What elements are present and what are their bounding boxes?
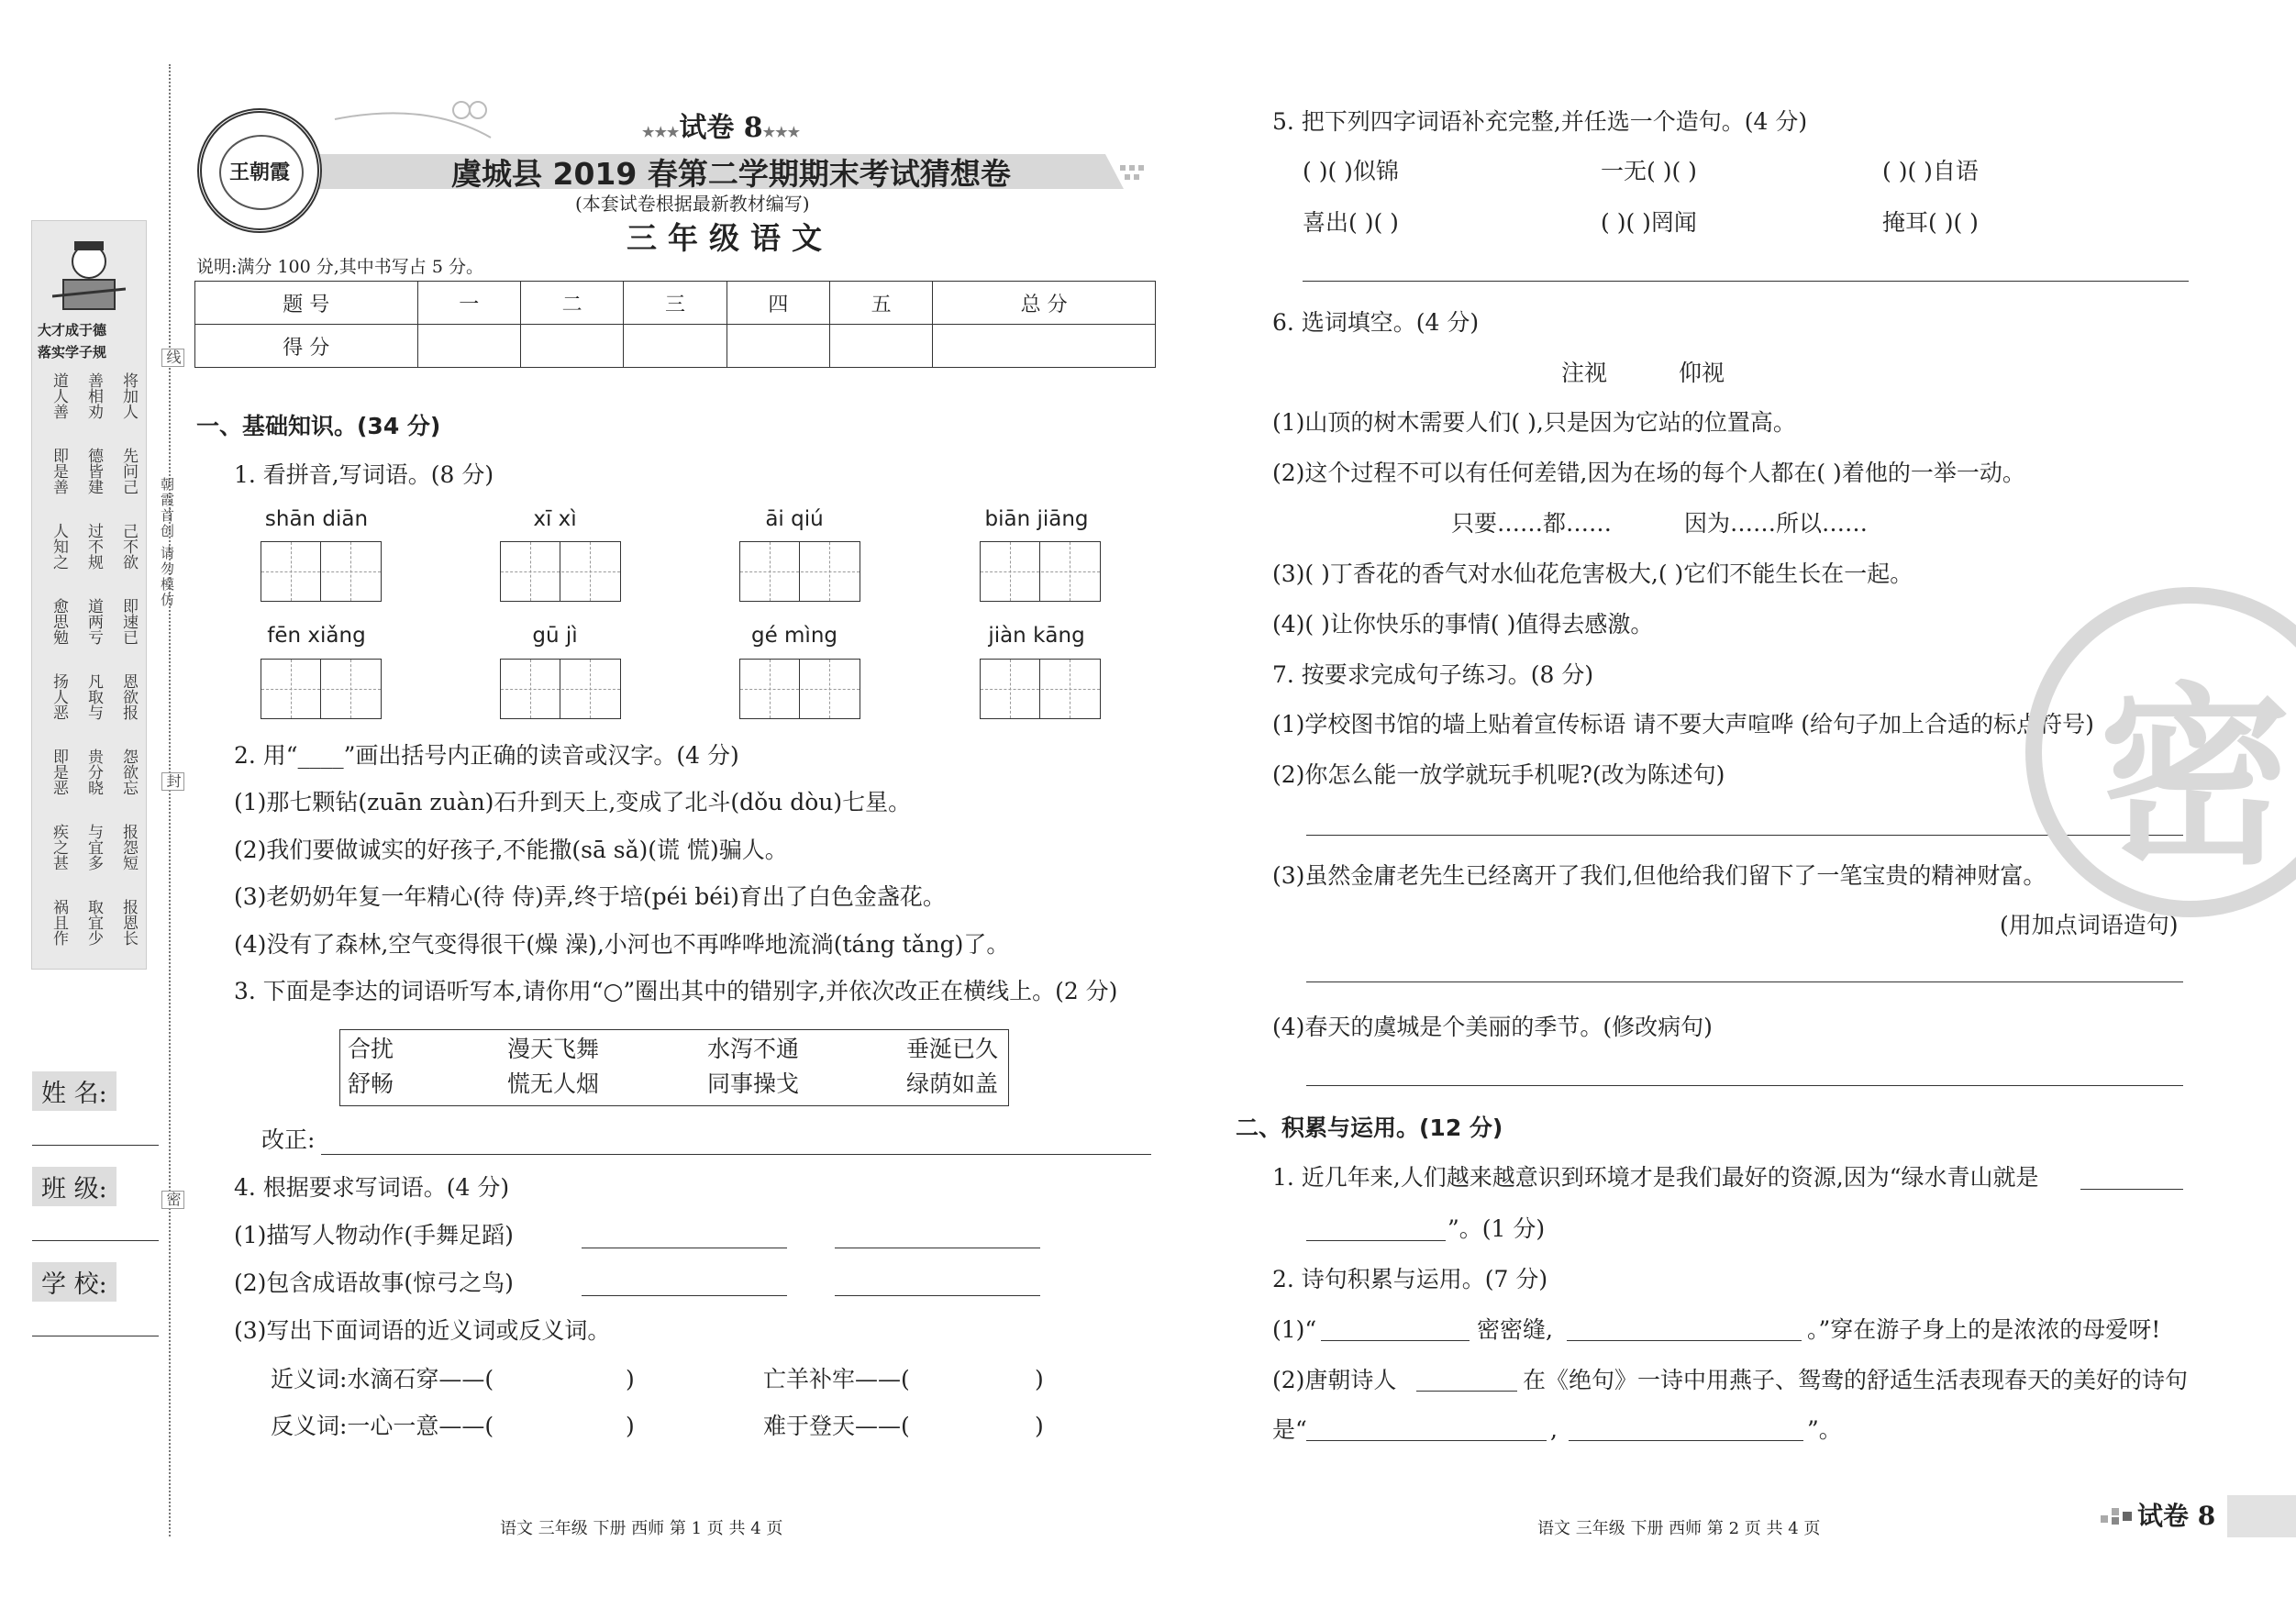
scholar-figure-icon bbox=[52, 234, 126, 316]
pinyin-label: gé mìng bbox=[750, 624, 838, 648]
idiom-blank[interactable]: 掩耳( )( ) bbox=[1882, 209, 1979, 236]
secret-stamp bbox=[2025, 587, 2296, 917]
correction-line[interactable] bbox=[321, 1154, 1151, 1155]
writing-grid[interactable] bbox=[980, 541, 1101, 602]
dictation-box bbox=[339, 1029, 1009, 1106]
dictation-word[interactable]: 绿荫如盖 bbox=[906, 1070, 999, 1097]
corner-tab bbox=[2227, 1495, 2296, 1537]
dictation-word[interactable]: 慌无人烟 bbox=[507, 1070, 600, 1097]
score-header-cell: 一 bbox=[417, 282, 520, 325]
word-choice: 只要……都…… bbox=[1451, 510, 1613, 537]
q4-item: (3)写出下面词语的近义词或反义词。 bbox=[234, 1317, 611, 1344]
motto-column: 将加人 bbox=[119, 372, 138, 419]
binding-mark-line: 线 bbox=[161, 349, 184, 367]
s2-q2-3-end: ”。 bbox=[1807, 1416, 1842, 1443]
exam-subtitle: (本套试卷根据最新教材编写) bbox=[575, 193, 810, 215]
s2-q1-text: 1. 近几年来,人们越来越意识到环境才是我们最好的资源,因为“绿水青山就是 bbox=[1272, 1164, 2039, 1191]
stamp-char: 密 bbox=[2099, 664, 2292, 891]
class-field[interactable] bbox=[32, 1240, 159, 1241]
idiom-blank[interactable]: ( )( )自语 bbox=[1882, 158, 1979, 184]
s2-q2-2-end: 在《绝句》一诗中用燕子、鸳鸯的舒适生活表现春天的美好的诗句 bbox=[1523, 1367, 2189, 1393]
q7-item: (4)春天的虞城是个美丽的季节。(修改病句) bbox=[1272, 1014, 1713, 1040]
score-cell[interactable] bbox=[830, 325, 933, 368]
score-table bbox=[194, 281, 1156, 368]
score-header-cell: 三 bbox=[624, 282, 727, 325]
q7-hint: (用加点词语造句) bbox=[2000, 912, 2179, 938]
answer-line[interactable] bbox=[1321, 1340, 1470, 1341]
motto-column: 报怨短 bbox=[119, 824, 138, 871]
answer-line[interactable] bbox=[582, 1295, 787, 1296]
score-cell[interactable] bbox=[417, 325, 520, 368]
logo-text: 王朝霞 bbox=[228, 161, 290, 184]
correction-label: 改正: bbox=[261, 1126, 316, 1153]
answer-line[interactable] bbox=[1416, 1391, 1517, 1392]
school-label: 学 校: bbox=[32, 1262, 116, 1302]
s2-q2-1-end: 。”穿在游子身上的是浓浓的母爱呀! bbox=[1807, 1316, 2161, 1343]
q5-title: 5. 把下列四字词语补充完整,并任选一个造句。(4 分) bbox=[1272, 108, 1808, 135]
score-header-cell: 题 号 bbox=[195, 282, 418, 325]
antonym-prompt: 难于登天——( bbox=[763, 1413, 910, 1439]
motto-column: 过不规 bbox=[84, 523, 103, 570]
motto-column: 报恩长 bbox=[119, 899, 138, 946]
motto-column: 即是善 bbox=[50, 448, 68, 494]
section1-title: 一、基础知识。(34 分) bbox=[196, 413, 441, 439]
motto-column: 己不欲 bbox=[119, 523, 138, 570]
class-label: 班 级: bbox=[32, 1167, 116, 1206]
word-choice: 因为……所以…… bbox=[1684, 510, 1869, 537]
word-choice: 注视 bbox=[1561, 360, 1608, 386]
answer-line[interactable] bbox=[1567, 1340, 1802, 1341]
motto-column: 道人善 bbox=[50, 372, 68, 419]
pinyin-label: jiàn kāng bbox=[988, 624, 1085, 648]
name-field[interactable] bbox=[32, 1145, 159, 1146]
motto-line-2: 落实学子规 bbox=[38, 344, 107, 360]
motto-column: 贵分晓 bbox=[84, 749, 103, 795]
answer-line[interactable] bbox=[2080, 1189, 2183, 1190]
q2-item: (1)那七颗钻(zuān zuàn)石升到天上,变成了北斗(dǒu dòu)七星。 bbox=[234, 789, 912, 815]
answer-line[interactable] bbox=[835, 1295, 1040, 1296]
motto-column: 凡取与 bbox=[84, 673, 103, 720]
q4-item: (1)描写人物动作(手舞足蹈) bbox=[234, 1222, 514, 1248]
s2-q2-2-start: (2)唐朝诗人 bbox=[1272, 1367, 1397, 1393]
motto-column: 与宜多 bbox=[84, 824, 103, 871]
idiom-blank[interactable]: ( )( )似锦 bbox=[1303, 158, 1399, 184]
q7-item: (3)虽然金庸老先生已经离开了我们,但他给我们留下了一笔宝贵的精神财富。 bbox=[1272, 862, 2046, 889]
writing-grid[interactable] bbox=[980, 659, 1101, 719]
answer-line[interactable] bbox=[1306, 1440, 1547, 1441]
motto-panel bbox=[31, 220, 147, 970]
q7-item: (1)学校图书馆的墙上贴着宣传标语 请不要大声喧哗 (给句子加上合适的标点符号) bbox=[1272, 711, 2094, 738]
writing-grid[interactable] bbox=[500, 541, 621, 602]
pinyin-label: āi qiú bbox=[765, 507, 824, 531]
q2-item: (2)我们要做诚实的好孩子,不能撒(sā sǎ)(谎 慌)骗人。 bbox=[234, 837, 788, 863]
q7-title: 7. 按要求完成句子练习。(8 分) bbox=[1272, 661, 1594, 688]
s2-q2-3-start: 是“ bbox=[1272, 1416, 1307, 1443]
binding-line bbox=[169, 64, 171, 1536]
close-paren: ) bbox=[626, 1413, 635, 1439]
pinyin-label: fēn xiǎng bbox=[267, 624, 366, 648]
writing-grid[interactable] bbox=[261, 541, 382, 602]
q2-item: (4)没有了森林,空气变得很干(燥 澡),小河也不再哗哗地流淌(táng tǎng)了。 bbox=[234, 931, 1010, 958]
q4-title: 4. 根据要求写词语。(4 分) bbox=[234, 1174, 510, 1201]
name-label: 姓 名: bbox=[32, 1071, 116, 1111]
answer-line[interactable] bbox=[1306, 1240, 1446, 1241]
writing-grid[interactable] bbox=[500, 659, 621, 719]
motto-column: 疾之甚 bbox=[50, 824, 68, 871]
section2-title: 二、积累与运用。(12 分) bbox=[1236, 1115, 1503, 1141]
motto-column: 即速已 bbox=[119, 598, 138, 645]
s2-q2-1-start: (1)“ bbox=[1272, 1316, 1317, 1343]
s2-q2-3-mid: , bbox=[1550, 1416, 1558, 1443]
writing-grid[interactable] bbox=[739, 541, 860, 602]
answer-line[interactable] bbox=[1306, 981, 2183, 982]
motto-column: 取宜少 bbox=[84, 899, 103, 946]
motto-column: 即是恶 bbox=[50, 749, 68, 795]
q6-item: (3)( )丁香花的香气对水仙花危害极大,( )它们不能生长在一起。 bbox=[1272, 560, 1913, 587]
dictation-word[interactable]: 水泻不通 bbox=[707, 1036, 800, 1062]
dictation-word[interactable]: 合扰 bbox=[348, 1036, 394, 1062]
close-paren: ) bbox=[1035, 1413, 1044, 1439]
footer-right: 语文 三年级 下册 西师 第 2 页 共 4 页 bbox=[1537, 1519, 1821, 1538]
score-header-cell: 四 bbox=[727, 282, 829, 325]
score-cell[interactable] bbox=[624, 325, 727, 368]
motto-column: 扬人恶 bbox=[50, 673, 68, 720]
dictation-word[interactable]: 同事操戈 bbox=[707, 1070, 800, 1097]
s2-q1-end: ”。(1 分) bbox=[1447, 1215, 1546, 1242]
idiom-blank[interactable]: 一无( )( ) bbox=[1601, 158, 1697, 184]
motto-column: 善相劝 bbox=[84, 372, 103, 419]
word-choice: 仰视 bbox=[1679, 360, 1725, 386]
motto-column: 德皆建 bbox=[84, 448, 103, 494]
q6-title: 6. 选词填空。(4 分) bbox=[1272, 309, 1480, 336]
q6-item: (2)这个过程不可以有任何差错,因为在场的每个人都在( )着他的一举一动。 bbox=[1272, 460, 2025, 486]
s2-q2-1-mid: 密密缝, bbox=[1477, 1316, 1553, 1343]
pinyin-label: xī xì bbox=[533, 507, 577, 531]
dictation-word[interactable]: 舒畅 bbox=[348, 1070, 394, 1097]
publisher-logo bbox=[197, 108, 322, 233]
synonym-prompt: 亡羊补牢——( bbox=[763, 1366, 910, 1392]
close-paren: ) bbox=[1035, 1366, 1044, 1392]
motto-column: 愈思勉 bbox=[50, 598, 68, 645]
score-cell[interactable] bbox=[520, 325, 623, 368]
pinyin-label: gū jì bbox=[532, 624, 578, 648]
q1-title: 1. 看拼音,写词语。(8 分) bbox=[234, 461, 494, 488]
pinyin-label: biān jiāng bbox=[984, 507, 1089, 531]
q2-item: (3)老奶奶年复一年精心(待 侍)弄,终于培(péi béi)育出了白色金盏花。 bbox=[234, 883, 946, 910]
q2-title: 2. 用“____”画出括号内正确的读音或汉字。(4 分) bbox=[234, 742, 739, 769]
q6-item: (1)山顶的树木需要人们( ),只是因为它站的位置高。 bbox=[1272, 409, 1796, 436]
writing-grid[interactable] bbox=[739, 659, 860, 719]
motto-column: 人知之 bbox=[50, 523, 68, 570]
dictation-word[interactable]: 垂涎已久 bbox=[906, 1036, 999, 1062]
motto-line-1: 大才成于德 bbox=[38, 322, 107, 338]
score-note: 说明:满分 100 分,其中书写占 5 分。 bbox=[196, 257, 483, 277]
score-cell[interactable] bbox=[727, 325, 829, 368]
q7-item: (2)你怎么能一放学就玩手机呢?(改为陈述句) bbox=[1272, 761, 1725, 788]
score-cell[interactable] bbox=[933, 325, 1156, 368]
close-paren: ) bbox=[626, 1366, 635, 1392]
q4-item: (2)包含成语故事(惊弓之鸟) bbox=[234, 1270, 514, 1296]
exam-title: 虞城县 2019 春第二学期期末考试猜想卷 bbox=[451, 156, 1011, 192]
score-header-cell: 总 分 bbox=[933, 282, 1156, 325]
motto-column: 祸且作 bbox=[50, 899, 68, 946]
synonym-prompt: 近义词:水滴石穿——( bbox=[271, 1366, 494, 1392]
motto-column: 恩欲报 bbox=[119, 673, 138, 720]
dictation-word[interactable]: 漫天飞舞 bbox=[507, 1036, 600, 1062]
q3-title: 3. 下面是李达的词语听写本,请你用“○”圈出其中的错别字,并依次改正在横线上。(2 分) bbox=[234, 978, 1118, 1004]
answer-line[interactable] bbox=[1569, 1440, 1803, 1441]
writing-grid[interactable] bbox=[261, 659, 382, 719]
answer-line[interactable] bbox=[1306, 1085, 2183, 1086]
idiom-blank[interactable]: 喜出( )( ) bbox=[1303, 209, 1399, 236]
q6-item: (4)( )让你快乐的事情( )值得去感激。 bbox=[1272, 611, 1654, 638]
sentence-line[interactable] bbox=[1303, 281, 2189, 282]
side-note: 朝霞首创 请勿模仿 bbox=[159, 477, 175, 608]
score-header-cell: 二 bbox=[520, 282, 623, 325]
paper-label: ★★★试卷 8★★★ bbox=[642, 112, 801, 144]
binding-mark-seal: 封 bbox=[161, 772, 184, 791]
motto-column: 道两亏 bbox=[84, 598, 103, 645]
grade-subject: 三年级语文 bbox=[627, 220, 833, 256]
binding-mark-secret: 密 bbox=[161, 1191, 184, 1209]
score-header-cell: 五 bbox=[830, 282, 933, 325]
idiom-blank[interactable]: ( )( )罔闻 bbox=[1601, 209, 1697, 236]
s2-q2-title: 2. 诗句积累与运用。(7 分) bbox=[1272, 1266, 1548, 1292]
corner-label: 试卷 8 bbox=[2137, 1501, 2216, 1531]
score-row-label: 得 分 bbox=[195, 325, 418, 368]
motto-column: 先问己 bbox=[119, 448, 138, 494]
footer-left: 语文 三年级 下册 西师 第 1 页 共 4 页 bbox=[500, 1519, 783, 1538]
antonym-prompt: 反义词:一心一意——( bbox=[271, 1413, 494, 1439]
motto-column: 怨欲忘 bbox=[119, 749, 138, 795]
pinyin-label: shān diān bbox=[264, 507, 369, 531]
